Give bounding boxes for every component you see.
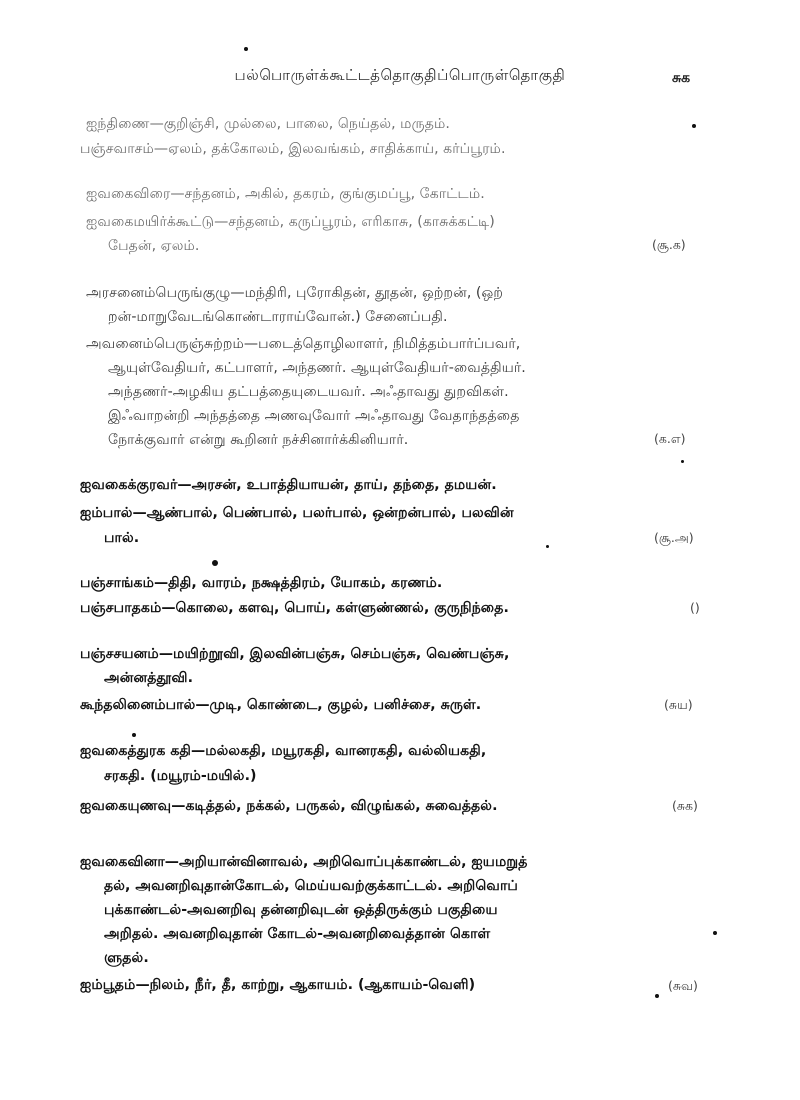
entry-line: பேதன், ஏலம். [108, 238, 200, 254]
entry-line: பால். [104, 530, 140, 546]
source-ref: (சூ.க) [652, 237, 686, 252]
entry-line: ஐவகைமயிர்க்கூட்டு—சந்தனம், கருப்பூரம், எரிகாசு, (காசுக்கட்டி) [86, 214, 495, 230]
entry-line: இஃவாறன்றி அந்தத்தை அணவுவோர் அஃதாவது வேதாந்தத்தை [108, 408, 520, 424]
page-number: சுக [672, 70, 691, 86]
entry-line: ஐம்பூதம்—நிலம், நீர், தீ, காற்று, ஆகாயம். (ஆகாயம்-வெளி) [80, 977, 476, 993]
ink-speck [692, 124, 696, 128]
source-ref: (சூ.அ) [654, 530, 694, 545]
entry-line: பஞ்சசயனம்—மயிற்றூவி, இலவின்பஞ்சு, செம்பஞ்சு, வெண்பஞ்சு, [80, 646, 510, 662]
ink-speck [212, 560, 218, 566]
entry-line: ஐவகைவினா—அறியான்வினாவல், அறிவொப்புக்காண்டல், ஐயமறுத் [80, 854, 528, 870]
entry-line: சரகதி. (மயூரம்-மயில்.) [104, 768, 257, 784]
entry-line: பஞ்சவாசம்—ஏலம், தக்கோலம், இலவங்கம், சாதிக்காய், கர்ப்பூரம். [80, 141, 506, 157]
source-ref: (சுக) [672, 798, 698, 813]
entry-line: ஐவகைத்துரக கதி—மல்லகதி, மயூரகதி, வானரகதி, வல்லியகதி, [80, 743, 487, 759]
page-header: பல்பொருள்க்கூட்டத்தொகுதிப்பொருள்தொகுதி [234, 66, 566, 84]
entry-line: ளுதல். [104, 950, 149, 966]
entry-line: புக்காண்டல்-அவனறிவு தன்னறிவுடன் ஒத்திருக்கும் பகுதியை [104, 902, 498, 918]
ink-speck [132, 733, 136, 737]
ink-speck [655, 994, 659, 998]
entry-line: அன்னத்தூவி. [104, 670, 194, 686]
entry-line: அரசனைம்பெருங்குழு—மந்திரி, புரோகிதன், தூதன், ஒற்றன், (ஒற் [86, 285, 504, 301]
entry-line: கூந்தலினைம்பால்—முடி, கொண்டை, குழல், பனிச்சை, சுருள். [80, 697, 482, 713]
entry-line: அறிதல். அவனறிவுதான் கோடல்-அவனறிவைத்தான் கொள் [104, 926, 491, 942]
entry-line: தல், அவனறிவுதான்கோடல், மெய்யவற்குக்காட்டல். அறிவொப் [104, 878, 518, 894]
ink-speck [681, 460, 684, 463]
entry-line: ஐம்பால்—ஆண்பால், பெண்பால், பலர்பால், ஒன்றன்பால், பலவின் [80, 505, 514, 521]
entry-line: ஐந்திணை—குறிஞ்சி, முல்லை, பாலை, நெய்தல், மருதம். [86, 116, 450, 132]
entry-line: அவனைம்பெருஞ்சுற்றம்—படைத்தொழிலாளர், நிமித்தம்பார்ப்பவர், [86, 336, 521, 352]
entry-line: பஞ்சபாதகம்—கொலை, களவு, பொய், கள்ளுண்ணல், குருநிந்தை. [80, 600, 509, 616]
ink-speck [713, 931, 717, 935]
source-ref: (க.எ) [654, 431, 686, 446]
entry-line: ஐவகைக்குரவர்—அரசன், உபாத்தியாயன், தாய், தந்தை, தமயன். [80, 477, 497, 493]
ink-speck [546, 545, 549, 548]
source-ref: (சுய) [664, 697, 693, 712]
entry-line: ஐவகையுணவு—கடித்தல், நக்கல், பருகல், விழுங்கல், சுவைத்தல். [80, 798, 498, 814]
entry-line: நோக்குவார் என்று கூறினர் நச்சினார்க்கினியார். [108, 432, 409, 448]
entry-line: ஆயுள்வேதியர், கட்பாளர், அந்தணர். ஆயுள்வேதியர்-வைத்தியர். [108, 360, 526, 376]
source-ref: (சுவ) [668, 978, 698, 993]
source-ref: () [690, 600, 700, 615]
entry-line: அந்தணர்-அழகிய தட்பத்தையுடையவர். அஃதாவது துறவிகள். [108, 384, 509, 400]
entry-line: பஞ்சாங்கம்—திதி, வாரம், நக்ஷத்திரம், யோகம், கரணம். [80, 575, 443, 591]
ink-speck [244, 47, 248, 51]
entry-line: றன்-மாறுவேடங்கொண்டாராய்வோன்.) சேனைப்பதி. [108, 309, 448, 325]
entry-line: ஐவகைவிரை—சந்தனம், அகில், தகரம், குங்குமப்பூ, கோட்டம். [86, 186, 485, 202]
